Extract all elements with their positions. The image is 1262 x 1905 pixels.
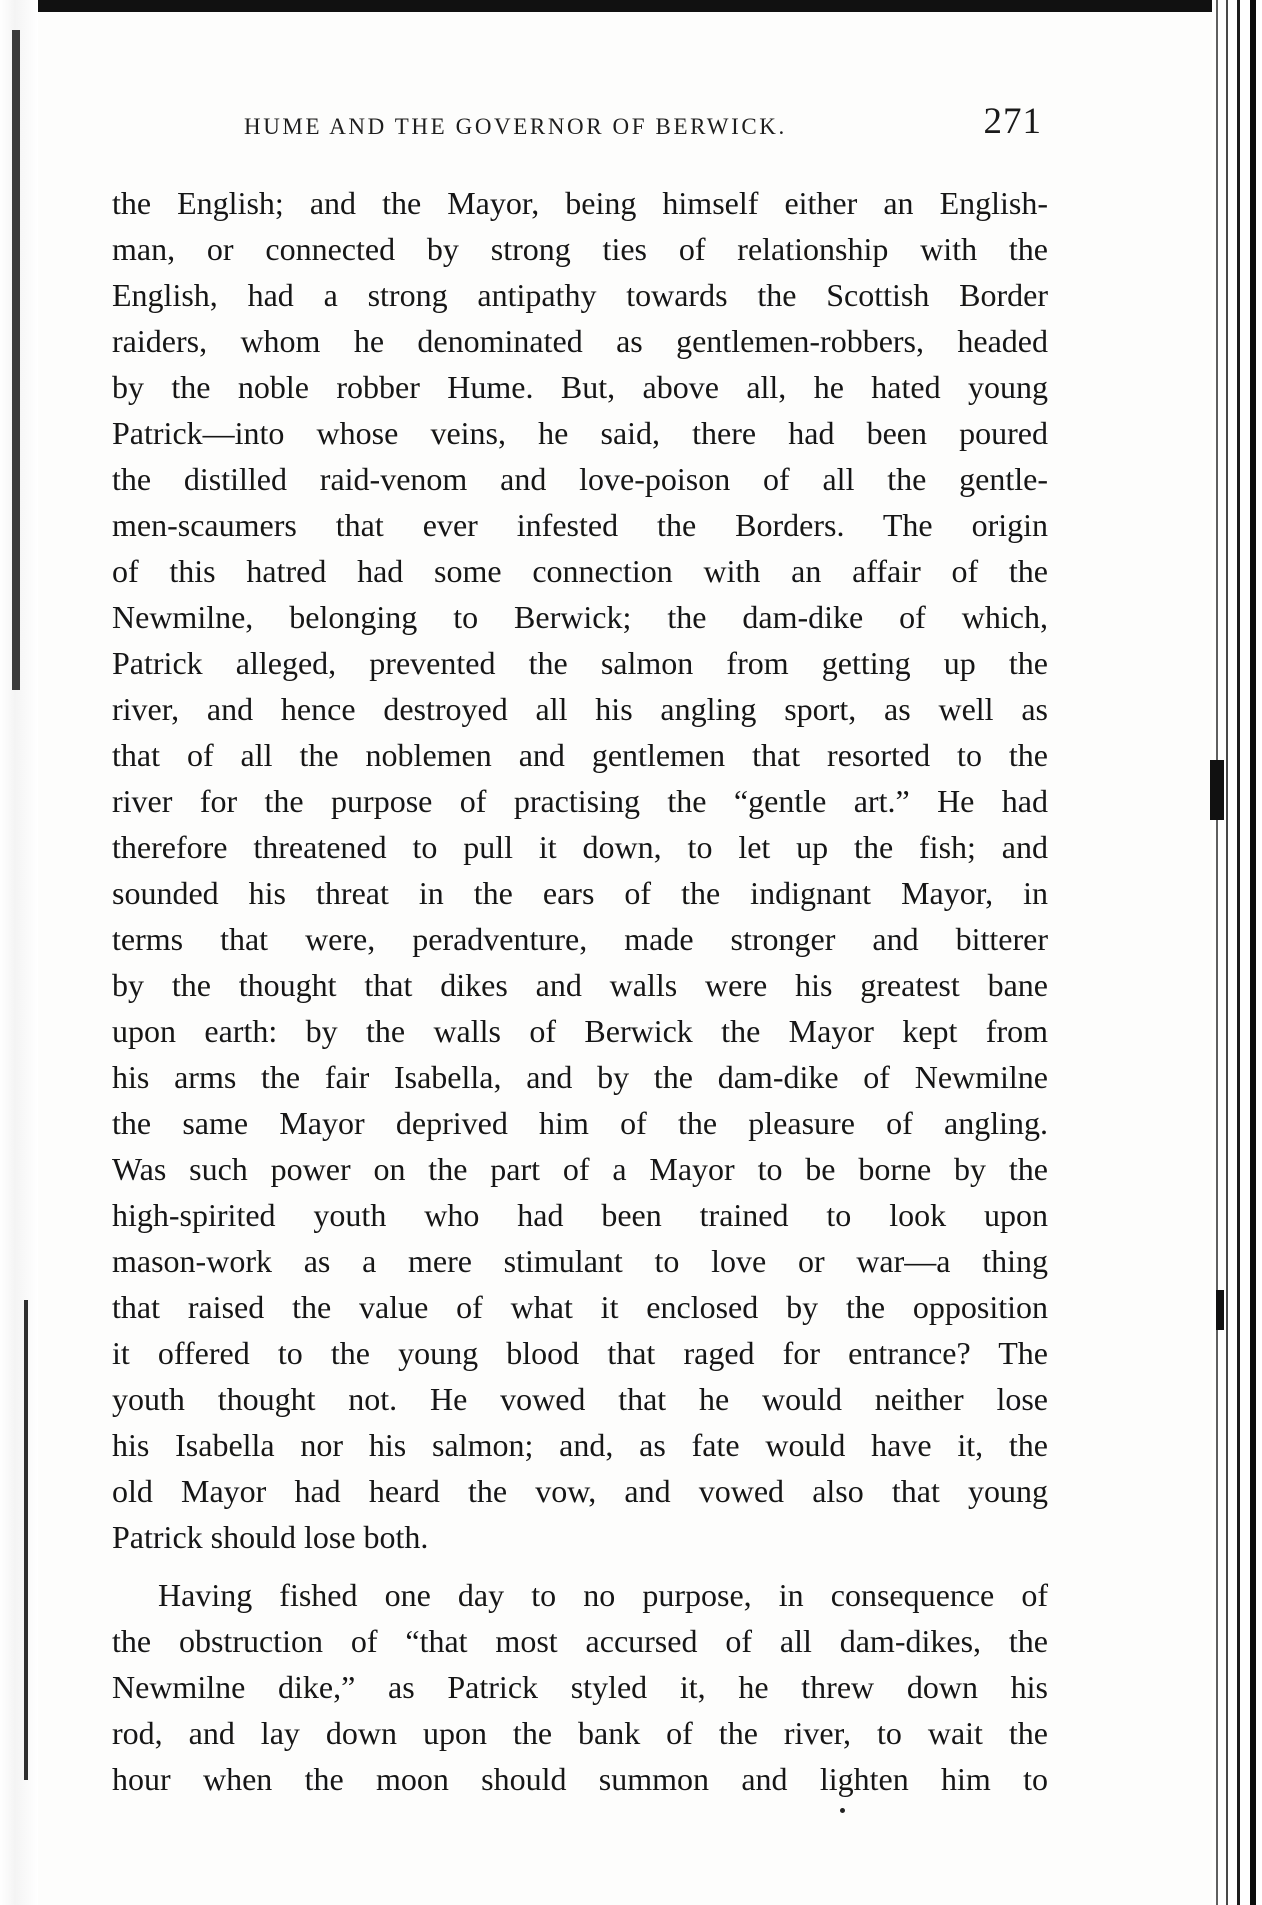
- text-line: mason-work as a mere stimulant to love or war—a thing: [112, 1243, 1048, 1279]
- scan-top-edge: [0, 0, 1262, 12]
- text-line: the same Mayor deprived him of the pleasure of angling.: [112, 1105, 1048, 1141]
- text-line: men-scaumers that ever infested the Borders. The origin: [112, 507, 1048, 543]
- running-head: [244, 100, 1074, 150]
- text-line: river for the purpose of practising the “gentle art.” He had: [112, 783, 1048, 819]
- text-line: sounded his threat in the ears of the indignant Mayor, in: [112, 875, 1048, 911]
- text-line: high-spirited youth who had been trained to look upon: [112, 1197, 1048, 1233]
- text-line: that raised the value of what it enclosed by the opposition: [112, 1289, 1048, 1325]
- paragraph-gap: [112, 1560, 1048, 1572]
- text-line: the distilled raid-venom and love-poison of all the gentle-: [112, 461, 1048, 497]
- text-line: the obstruction of “that most accursed of all dam-dikes, the: [112, 1623, 1048, 1659]
- text-line: therefore threatened to pull it down, to let up the fish; and: [112, 829, 1048, 865]
- binding-line: [1216, 0, 1218, 1905]
- binding-mark: [1216, 1290, 1224, 1330]
- binding-line: [1226, 0, 1228, 1905]
- text-line: by the thought that dikes and walls were his greatest bane: [112, 967, 1048, 1003]
- binding-line: [1250, 0, 1256, 1905]
- text-line: Patrick—into whose veins, he said, there had been poured: [112, 415, 1048, 451]
- running-title: HUME AND THE GOVERNOR OF BERWICK.: [244, 114, 787, 139]
- text-line: by the noble robber Hume. But, above all, he hated young: [112, 369, 1048, 405]
- scan-left-edge: [0, 0, 38, 1905]
- text-line: hour when the moon should summon and lighten him to: [112, 1761, 1048, 1797]
- text-line: rod, and lay down upon the bank of the river, to wait the: [112, 1715, 1048, 1751]
- text-line: of this hatred had some connection with an affair of the: [112, 553, 1048, 589]
- text-line: upon earth: by the walls of Berwick the Mayor kept from: [112, 1013, 1048, 1049]
- body-text: [112, 180, 1048, 1802]
- scan-right-binding: [1212, 0, 1262, 1905]
- text-line: youth thought not. He vowed that he would neither lose: [112, 1381, 1048, 1417]
- paragraph-1: [112, 180, 1048, 1560]
- text-line: Patrick should lose both.: [112, 1519, 429, 1555]
- text-line: raiders, whom he denominated as gentlemen-robbers, headed: [112, 323, 1048, 359]
- text-line: it offered to the young blood that raged for entrance? The: [112, 1335, 1048, 1371]
- text-line: the English; and the Mayor, being himself either an English-: [112, 185, 1048, 221]
- text-line: Was such power on the part of a Mayor to be borne by the: [112, 1151, 1048, 1187]
- text-line: old Mayor had heard the vow, and vowed also that young: [112, 1473, 1048, 1509]
- text-line: terms that were, peradventure, made stronger and bitterer: [112, 921, 1048, 957]
- text-line: Newmilne dike,” as Patrick styled it, he threw down his: [112, 1669, 1048, 1705]
- binding-mark: [1210, 760, 1224, 820]
- text-line: Having fished one day to no purpose, in consequence of: [158, 1577, 1048, 1613]
- binding-line: [1237, 0, 1240, 1905]
- text-line: Newmilne, belonging to Berwick; the dam-dike of which,: [112, 599, 1048, 635]
- page-number: 271: [983, 101, 1042, 142]
- text-line: man, or connected by strong ties of relationship with the: [112, 231, 1048, 267]
- text-line: Patrick alleged, prevented the salmon from getting up the: [112, 645, 1048, 681]
- scan-left-shadow-lower: [24, 1300, 28, 1780]
- text-line: that of all the noblemen and gentlemen that resorted to the: [112, 737, 1048, 773]
- scan-left-shadow: [12, 30, 20, 690]
- text-line: English, had a strong antipathy towards the Scottish Border: [112, 277, 1048, 313]
- text-line: his Isabella nor his salmon; and, as fate would have it, the: [112, 1427, 1048, 1463]
- ink-speck: [840, 1808, 845, 1813]
- paragraph-2: [112, 1572, 1048, 1802]
- text-line: river, and hence destroyed all his angling sport, as well as: [112, 691, 1048, 727]
- text-line: his arms the fair Isabella, and by the dam-dike of Newmilne: [112, 1059, 1048, 1095]
